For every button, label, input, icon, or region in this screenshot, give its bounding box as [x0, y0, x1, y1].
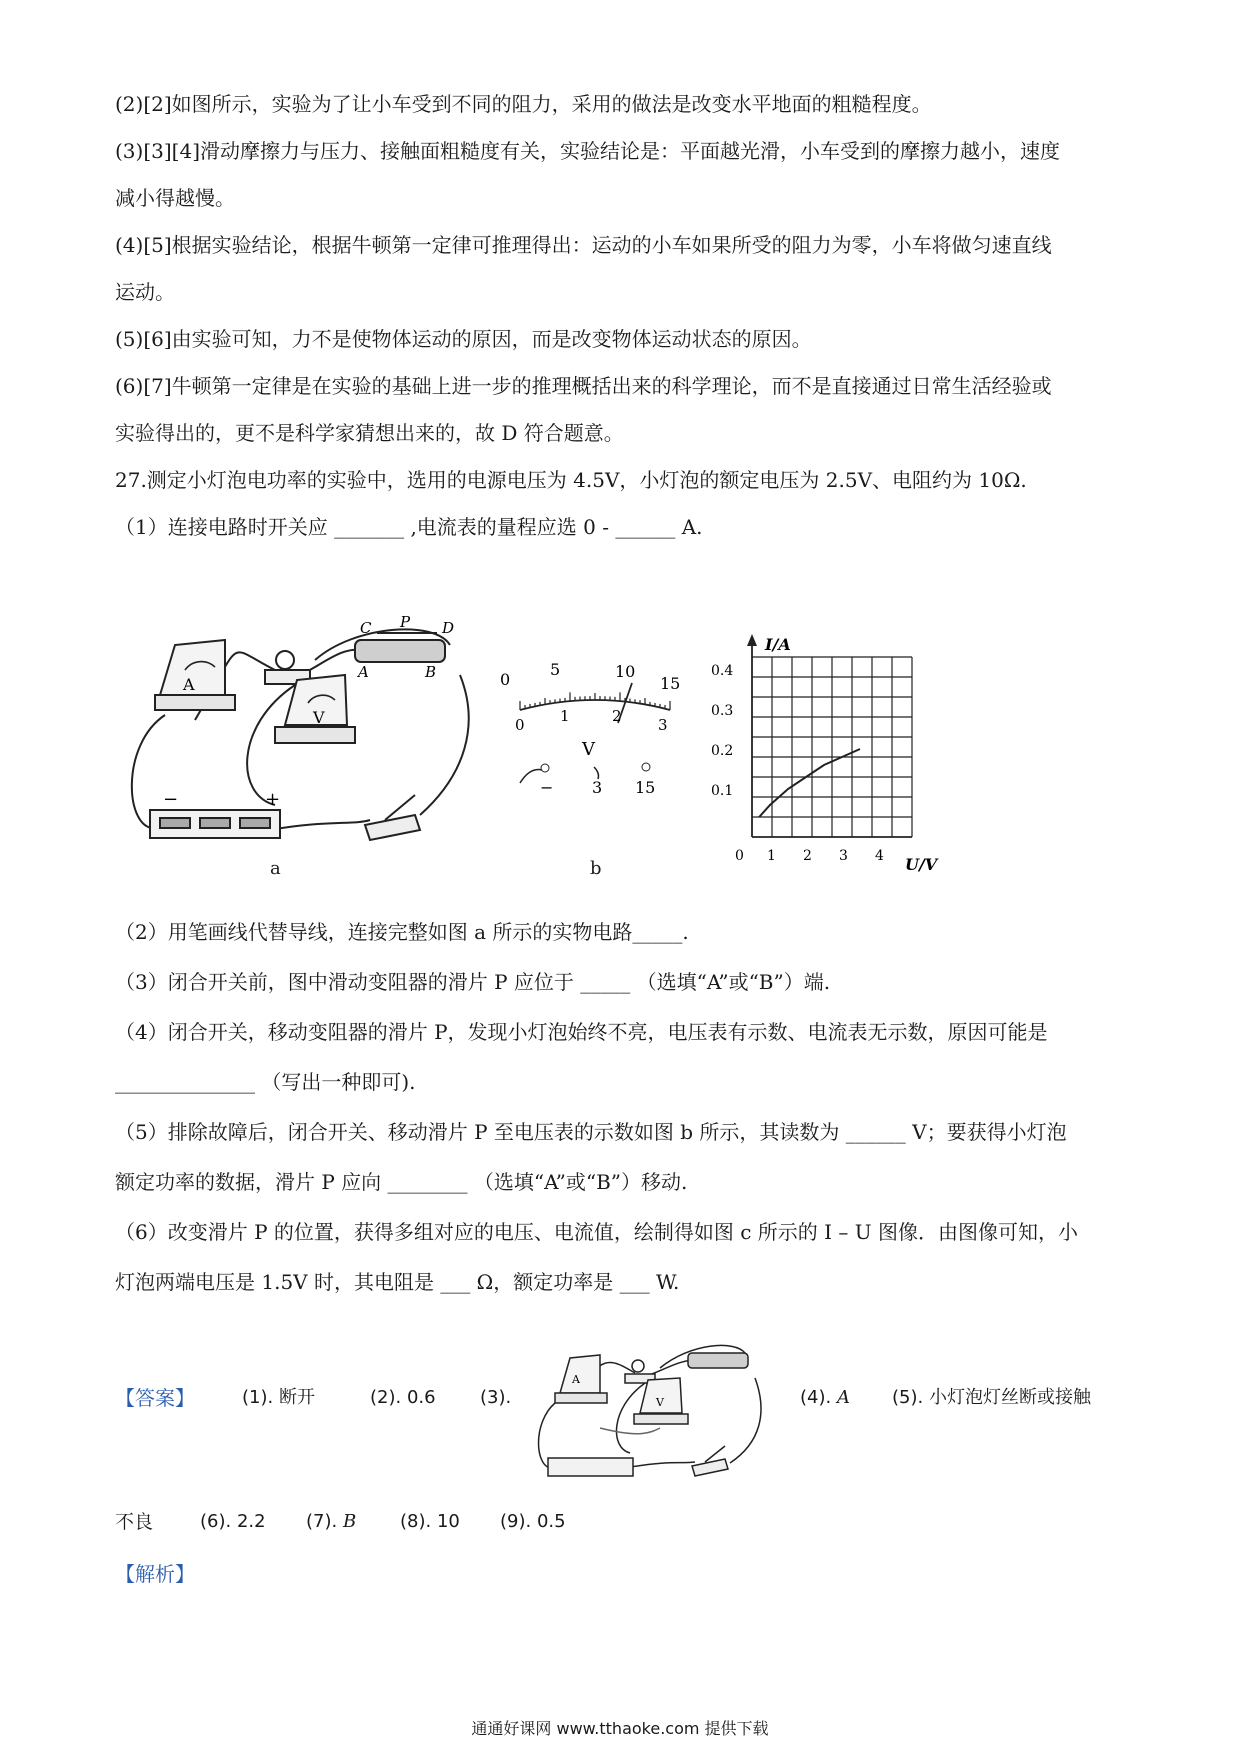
- answer-6: (6). 2.2: [200, 1511, 266, 1532]
- terminal-minus: −: [540, 778, 554, 795]
- para-line: (6)[7]牛顿第一定律是在实验的基础上进一步的推理概括出来的科学理论，而不是直接通过日常生活经验或: [115, 374, 1052, 398]
- rheostat-a-label: A: [358, 663, 369, 681]
- question-27-part6-cont: 灯泡两端电压是 1.5V 时，其电阻是 ___ Ω，额定功率是 ___ W.: [115, 1270, 680, 1294]
- question-27-stem: 27.测定小灯泡电功率的实验中，选用的电源电压为 4.5V，小灯泡的额定电压为 2.5V、电阻约为 10Ω.: [115, 468, 1027, 492]
- para-line: 实验得出的，更不是科学家猜想出来的，故 D 符合题意。: [115, 421, 624, 445]
- para-line: (4)[5]根据实验结论，根据牛顿第一定律可推理得出：运动的小车如果所受的阻力为零，小车将做匀速直线: [115, 233, 1052, 257]
- voltmeter-label: V: [313, 708, 325, 727]
- dial-bottom-1: 1: [560, 707, 570, 725]
- answer-3: (3).: [480, 1387, 512, 1408]
- rheostat-b-label: B: [425, 663, 437, 681]
- question-27-part1: （1）连接电路时开关应 _______ ,电流表的量程应选 0 - ______ A.: [115, 515, 703, 539]
- svg-text:V: V: [656, 1396, 664, 1409]
- figure-a-circuit: [115, 615, 485, 845]
- dial-unit: V: [582, 739, 595, 760]
- answer-7-value: B: [342, 1511, 357, 1532]
- answer-5: (5). 小灯泡灯丝断或接触: [892, 1387, 1091, 1408]
- answer-8: (8). 10: [400, 1511, 460, 1532]
- analysis-tag: 【解析】: [115, 1562, 195, 1586]
- rheostat-d-label: D: [442, 619, 455, 637]
- rheostat-c-label: C: [360, 619, 372, 637]
- question-27-part5-cont: 额定功率的数据，滑片 P 应向 ________ （选填“A”或“B”）移动.: [115, 1170, 688, 1194]
- para-line: (2)[2]如图所示，实验为了让小车受到不同的阻力，采用的做法是改变水平地面的粗糙程度。: [115, 92, 932, 116]
- dial-top-0: 0: [500, 670, 511, 689]
- rheostat-p-label: P: [400, 615, 411, 631]
- question-27-part6: （6）改变滑片 P 的位置，获得多组对应的电压、电流值，绘制得如图 c 所示的 I – U 图像．由图像可知，小: [115, 1220, 1078, 1244]
- para-line: (5)[6]由实验可知，力不是使物体运动的原因，而是改变物体运动状态的原因。: [115, 327, 812, 351]
- x-tick-0: 0: [735, 848, 744, 864]
- answer-4: (4). A: [800, 1387, 850, 1408]
- battery-minus-label: −: [163, 789, 179, 810]
- page-footer: 通通好课网 www.tthaoke.com 提供下载: [471, 1719, 769, 1738]
- x-tick-3: 3: [839, 848, 848, 864]
- figure-b-label: b: [590, 858, 602, 879]
- dial-bottom-3: 3: [658, 716, 668, 734]
- answer-4-value: A: [836, 1387, 850, 1408]
- question-27-part2: （2）用笔画线代替导线，连接完整如图 a 所示的实物电路_____.: [115, 920, 689, 944]
- x-tick-1: 1: [767, 848, 776, 864]
- y-axis-label: I/A: [765, 635, 791, 654]
- figure-c-iu-graph: [705, 630, 955, 875]
- y-tick-0.4: 0.4: [711, 663, 734, 679]
- x-tick-2: 2: [803, 848, 812, 864]
- iu-curve: [759, 749, 860, 817]
- figure-b-voltmeter-dial: [500, 655, 690, 795]
- para-line: (3)[3][4]滑动摩擦力与压力、接触面粗糙度有关，实验结论是：平面越光滑，小车受到的摩擦力越小，速度: [115, 139, 1060, 163]
- ammeter-label: A: [183, 675, 195, 694]
- dial-top-15: 15: [660, 674, 681, 693]
- question-27-part5: （5）排除故障后，闭合开关、移动滑片 P 至电压表的示数如图 b 所示，其读数为 ______ V；要获得小灯泡: [115, 1120, 1067, 1144]
- answer-1: (1). 断开: [242, 1387, 315, 1408]
- answer-tag: 【答案】: [115, 1386, 195, 1410]
- x-tick-4: 4: [875, 848, 884, 864]
- svg-text:A: A: [572, 1373, 580, 1386]
- battery-plus-label: +: [265, 789, 281, 810]
- y-tick-0.1: 0.1: [711, 783, 734, 799]
- answer-circuit-figure: [530, 1338, 770, 1478]
- question-27-part4: （4）闭合开关，移动变阻器的滑片 P，发现小灯泡始终不亮，电压表有示数、电流表无示数，原因可能是: [115, 1020, 1048, 1044]
- dial-bottom-2: 2: [612, 707, 622, 725]
- para-line: 运动。: [115, 280, 175, 304]
- dial-bottom-0: 0: [515, 716, 525, 734]
- answer-2: (2). 0.6: [370, 1387, 436, 1408]
- dial-top-5: 5: [550, 660, 561, 679]
- figure-a-label: a: [270, 858, 281, 879]
- answer-7: (7). B: [306, 1511, 357, 1532]
- question-27-part4-cont: ______________ （写出一种即可).: [115, 1070, 416, 1094]
- terminal-15: 15: [635, 778, 656, 795]
- answer-9: (9). 0.5: [500, 1511, 566, 1532]
- terminal-3: 3: [592, 778, 603, 795]
- para-line: 减小得越慢。: [115, 186, 235, 210]
- y-tick-0.3: 0.3: [711, 703, 734, 719]
- dial-top-10: 10: [615, 662, 636, 681]
- answer-5-cont: 不良: [115, 1511, 154, 1533]
- y-tick-0.2: 0.2: [711, 743, 734, 759]
- question-27-part3: （3）闭合开关前，图中滑动变阻器的滑片 P 应位于 _____ （选填“A”或“B”）端.: [115, 970, 831, 994]
- x-axis-label: U/V: [905, 855, 938, 874]
